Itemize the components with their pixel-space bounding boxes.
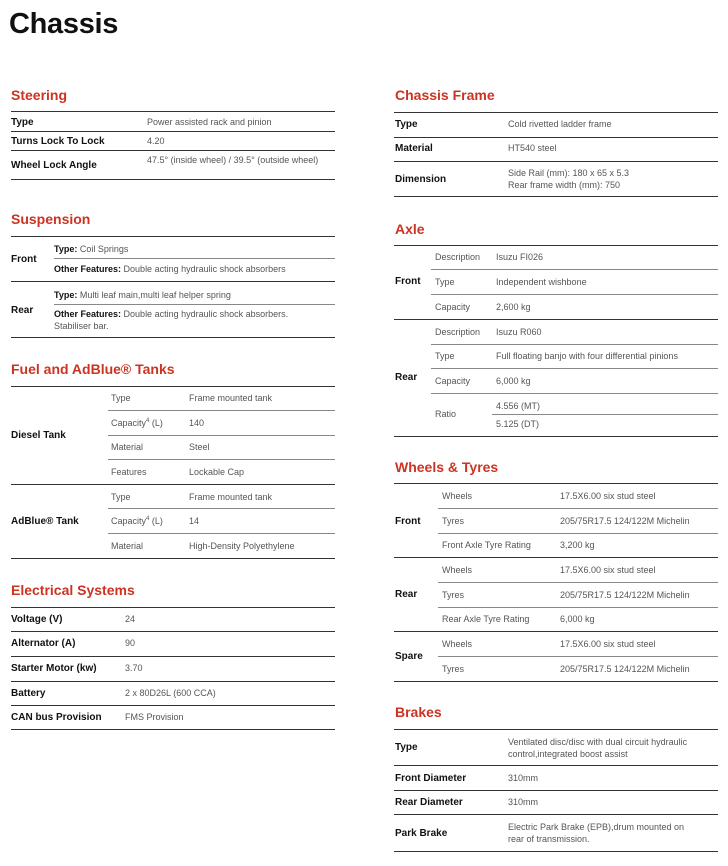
steering-type-value: Power assisted rack and pinion — [147, 117, 272, 127]
axle-rear-type-value: Full floating banjo with four differential pinions — [496, 351, 678, 361]
brakes-title: Brakes — [395, 704, 442, 720]
divider — [394, 161, 718, 162]
divider — [394, 681, 718, 682]
steering-title: Steering — [11, 87, 68, 103]
wheels-title: Wheels & Tyres — [395, 459, 499, 475]
park-brake-label: Park Brake — [395, 828, 448, 839]
divider — [431, 294, 718, 295]
suspension-rear-type: Type: Multi leaf main,multi leaf helper spring — [54, 290, 231, 300]
divider — [11, 281, 335, 282]
brake-type-value-2: control,integrated boost assist — [508, 749, 628, 759]
divider — [394, 137, 718, 138]
divider — [394, 483, 718, 484]
axle-rear-desc-value: Isuzu R060 — [496, 327, 542, 337]
suspension-rear-other: Other Features: Double acting hydraulic shock absorbers. — [54, 309, 289, 319]
park-brake-value-2: rear of transmission. — [508, 834, 590, 844]
park-brake-value-1: Electric Park Brake (EPB),drum mounted on — [508, 822, 685, 832]
divider — [11, 729, 335, 730]
divider — [394, 729, 718, 730]
divider — [394, 196, 718, 197]
axle-rear-capacity-name: Capacity — [435, 376, 471, 386]
rear-wheels-name: Wheels — [442, 565, 473, 575]
frame-title: Chassis Frame — [395, 87, 495, 103]
front-tyres-name: Tyres — [442, 516, 465, 526]
divider — [431, 368, 718, 369]
front-wheels-name: Wheels — [442, 491, 473, 501]
adblue-material-value: High-Density Polyethylene — [189, 541, 295, 551]
rear-tyres-value: 205/75R17.5 124/122M Michelin — [560, 590, 690, 600]
starter-motor-value: 3.70 — [125, 663, 143, 673]
divider — [438, 582, 718, 583]
rear-wheels-value: 17.5X6.00 six stud steel — [560, 565, 656, 575]
suspension-rear-label: Rear — [11, 305, 34, 316]
brake-type-label: Type — [395, 742, 418, 753]
divider — [11, 150, 335, 151]
suspension-front-other: Other Features: Double acting hydraulic shock absorbers — [54, 264, 286, 274]
divider — [394, 631, 718, 632]
suspension-rear-other-cont: Stabiliser bar. — [54, 321, 109, 331]
frame-material-label: Material — [395, 143, 433, 154]
axle-front-type-name: Type — [435, 277, 455, 287]
divider — [11, 131, 335, 132]
divider — [438, 607, 718, 608]
diesel-features-name: Features — [111, 467, 147, 477]
frame-material-value: HT540 steel — [508, 143, 557, 153]
divider — [438, 508, 718, 509]
brake-type-value-1: Ventilated disc/disc with dual circuit hydraulic — [508, 737, 688, 747]
axle-front-type-value: Independent wishbone — [496, 277, 587, 287]
divider — [108, 533, 335, 534]
frame-type-value: Cold rivetted ladder frame — [508, 119, 612, 129]
spare-tyres-value: 205/75R17.5 124/122M Michelin — [560, 664, 690, 674]
turns-lock-label: Turns Lock To Lock — [11, 136, 105, 147]
wheels-spare-label: Spare — [395, 651, 423, 662]
divider — [394, 557, 718, 558]
divider — [108, 459, 335, 460]
divider — [438, 656, 718, 657]
divider — [11, 386, 335, 387]
starter-motor-label: Starter Motor (kw) — [11, 663, 97, 674]
diesel-tank-label: Diesel Tank — [11, 430, 66, 441]
voltage-label: Voltage (V) — [11, 614, 63, 625]
axle-rear-ratio-name: Ratio — [435, 409, 457, 419]
axle-front-capacity-value: 2,600 kg — [496, 302, 531, 312]
frame-dimension-label: Dimension — [395, 174, 447, 185]
suspension-front-label: Front — [11, 254, 37, 265]
frame-dimension-value-1: Side Rail (mm): 180 x 65 x 5.3 — [508, 168, 630, 178]
axle-rear-ratio-value-2: 5.125 (DT) — [496, 419, 540, 429]
turns-lock-value: 4.20 — [147, 136, 165, 146]
axle-rear-label: Rear — [395, 372, 418, 383]
divider — [394, 851, 718, 852]
rear-diameter-value: 310mm — [508, 797, 539, 807]
suspension-front-type: Type: Coil Springs — [54, 244, 129, 254]
divider — [11, 631, 335, 632]
diesel-type-name: Type — [111, 393, 131, 403]
divider — [54, 304, 335, 305]
divider — [11, 111, 335, 112]
frame-dimension-value-2: Rear frame width (mm): 750 — [508, 180, 621, 190]
alternator-label: Alternator (A) — [11, 638, 76, 649]
wheels-rear-label: Rear — [395, 589, 418, 600]
divider — [492, 414, 718, 415]
front-diameter-label: Front Diameter — [395, 773, 467, 784]
alternator-value: 90 — [125, 638, 136, 648]
battery-label: Battery — [11, 688, 46, 699]
adblue-capacity-value: 14 — [189, 516, 200, 526]
spare-wheels-name: Wheels — [442, 639, 473, 649]
divider — [431, 393, 718, 394]
front-wheels-value: 17.5X6.00 six stud steel — [560, 491, 656, 501]
divider — [11, 484, 335, 485]
divider — [394, 245, 718, 246]
divider — [431, 269, 718, 270]
spare-tyres-name: Tyres — [442, 664, 465, 674]
divider — [431, 344, 718, 345]
divider — [394, 790, 718, 791]
wheel-lock-label: Wheel Lock Angle — [11, 160, 97, 171]
diesel-material-value: Steel — [189, 442, 210, 452]
diesel-type-value: Frame mounted tank — [189, 393, 273, 403]
wheel-lock-value: 47.5° (inside wheel) / 39.5° (outside wheel) — [147, 155, 319, 165]
divider — [394, 319, 718, 320]
rear-diameter-label: Rear Diameter — [395, 797, 463, 808]
can-bus-label: CAN bus Provision — [11, 712, 102, 723]
axle-rear-desc-name: Description — [435, 327, 481, 337]
divider — [108, 508, 335, 509]
divider — [54, 258, 335, 259]
adblue-material-name: Material — [111, 541, 144, 551]
divider — [394, 765, 718, 766]
front-diameter-value: 310mm — [508, 773, 539, 783]
axle-rear-capacity-value: 6,000 kg — [496, 376, 531, 386]
steering-type-label: Type — [11, 117, 34, 128]
axle-title: Axle — [395, 221, 425, 237]
page-title: Chassis — [9, 8, 119, 40]
axle-front-label: Front — [395, 276, 421, 287]
axle-front-capacity-name: Capacity — [435, 302, 471, 312]
rear-rating-name: Rear Axle Tyre Rating — [442, 614, 530, 624]
adblue-capacity-name: Capacity$^4$ (L) — [111, 516, 163, 526]
divider — [438, 533, 718, 534]
frame-type-label: Type — [395, 119, 418, 130]
axle-front-desc-value: Isuzu FI026 — [496, 252, 544, 262]
spare-wheels-value: 17.5X6.00 six stud steel — [560, 639, 656, 649]
divider — [11, 607, 335, 608]
divider — [11, 681, 335, 682]
rear-tyres-name: Tyres — [442, 590, 465, 600]
fuel-title: Fuel and AdBlue® Tanks — [11, 361, 175, 377]
can-bus-value: FMS Provision — [125, 712, 184, 722]
divider — [394, 814, 718, 815]
axle-rear-type-name: Type — [435, 351, 455, 361]
front-rating-value: 3,200 kg — [560, 540, 595, 550]
diesel-capacity-value: 140 — [189, 418, 205, 428]
rear-rating-value: 6,000 kg — [560, 614, 595, 624]
divider — [11, 705, 335, 706]
axle-rear-ratio-value-1: 4.556 (MT) — [496, 401, 541, 411]
front-tyres-value: 205/75R17.5 124/122M Michelin — [560, 516, 690, 526]
adblue-type-name: Type — [111, 492, 131, 502]
divider — [394, 112, 718, 113]
diesel-features-value: Lockable Cap — [189, 467, 245, 477]
divider — [11, 558, 335, 559]
divider — [11, 179, 335, 180]
adblue-tank-label: AdBlue® Tank — [11, 516, 79, 527]
diesel-capacity-name: Capacity$^4$ (L) — [111, 418, 163, 428]
adblue-type-value: Frame mounted tank — [189, 492, 273, 502]
divider — [11, 337, 335, 338]
wheels-front-label: Front — [395, 516, 421, 527]
divider — [108, 435, 335, 436]
diesel-material-name: Material — [111, 442, 144, 452]
divider — [108, 410, 335, 411]
front-rating-name: Front Axle Tyre Rating — [442, 540, 531, 550]
divider — [11, 236, 335, 237]
battery-value: 2 x 80D26L (600 CCA) — [125, 688, 216, 698]
voltage-value: 24 — [125, 614, 136, 624]
electrical-title: Electrical Systems — [11, 582, 135, 598]
axle-front-desc-name: Description — [435, 252, 481, 262]
divider — [11, 656, 335, 657]
suspension-title: Suspension — [11, 211, 91, 227]
divider — [394, 436, 718, 437]
